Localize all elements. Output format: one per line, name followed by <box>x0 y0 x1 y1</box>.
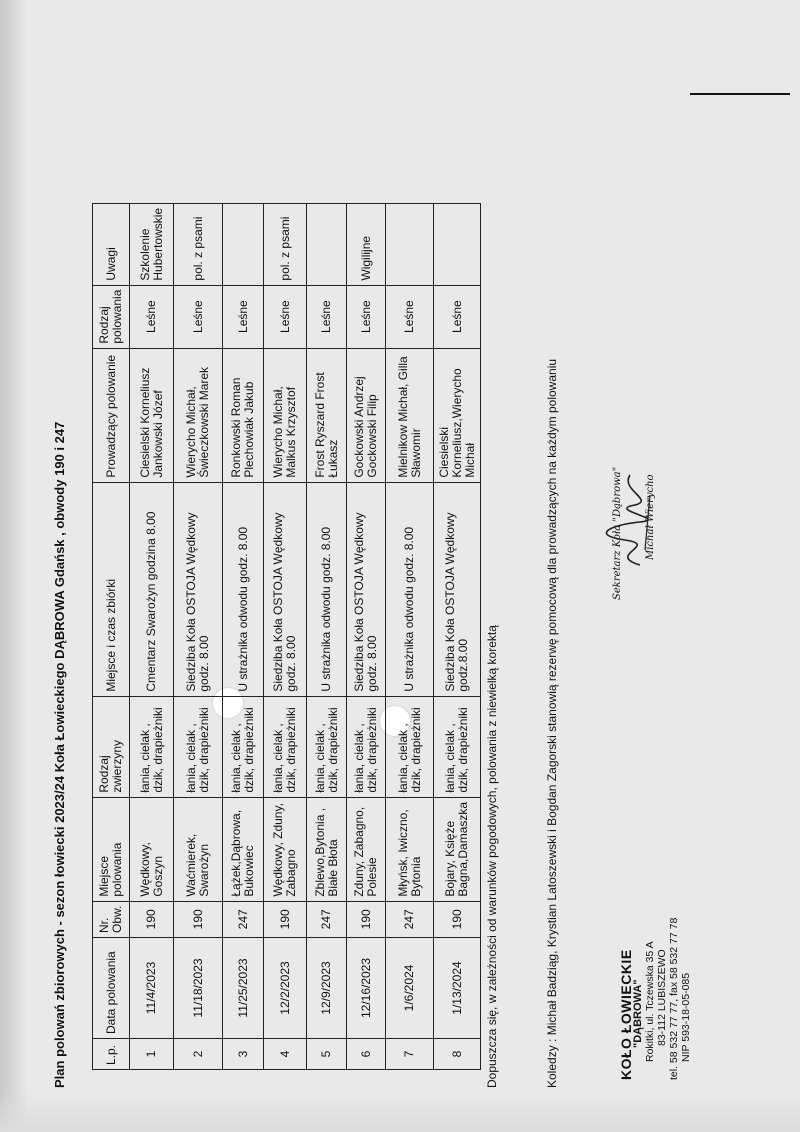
cell-notes <box>307 203 347 285</box>
table-row <box>174 203 223 1069</box>
reserve-note: Koledzy : Michał Badziąg, Krystian Latoszewski i Bogdan Zagorski stanowią rezerwę pomocową dla prowadzących na każdym polowaniu <box>545 358 559 1088</box>
cell-date: 11/25/2023 <box>223 938 264 1039</box>
cell-notes: Szkolenie Hubertowskie <box>130 203 174 285</box>
cell-place: Łążek,Dąbrowa, Bukowiec <box>223 797 264 901</box>
cell-place: Wędkowy, Goszyn <box>130 797 174 901</box>
cell-notes: pol. z psami <box>264 203 307 285</box>
cell-lp: 8 <box>434 1039 481 1070</box>
cell-place: Zduny, Zabagno, Polesie <box>347 797 386 901</box>
cell-lp: 7 <box>386 1039 434 1070</box>
cell-lp: 4 <box>264 1039 307 1070</box>
cell-kind: Leśne <box>264 285 307 348</box>
table-row <box>434 203 481 1069</box>
table-row <box>264 203 307 1069</box>
cell-lp: 2 <box>174 1039 223 1070</box>
stamp-sub: "DĄBROWA" <box>632 979 644 1048</box>
cell-animals: łania, cielak , dzik, drapieżniki <box>434 696 481 797</box>
cell-nr: 247 <box>307 901 347 937</box>
cell-leader: Ronkowski Roman Plechowiak Jakub <box>223 348 264 482</box>
cell-leader: Ciesielski Korneliusz Jankowski Józef <box>130 348 174 482</box>
cell-meeting: U strażnika odwodu godz. 8.00 <box>223 482 264 696</box>
header-notes: Uwagi <box>93 203 130 285</box>
page-fold-shadow <box>0 0 26 1132</box>
cell-animals: łania, cielak , dzik, drapieżniki <box>307 696 347 797</box>
cell-leader: Mielnikow Michał, Gilla Sławomir <box>386 348 434 482</box>
table-header-row <box>93 203 130 1069</box>
stamp-name: KOŁO ŁOWIECKIE <box>618 949 634 1080</box>
cell-lp: 3 <box>223 1039 264 1070</box>
stamp-postcode: 83-112 LUBISZEWO <box>656 949 668 1046</box>
stamp-address: Rokitki, ul. Tczewska 35 A <box>644 941 656 1062</box>
signature-name: Michał Wierycho <box>645 474 656 560</box>
cell-kind: Leśne <box>174 285 223 348</box>
table-row <box>347 203 386 1069</box>
cell-place: Wędkowy, Zduny, Zabagno <box>264 797 307 901</box>
cell-leader: Wierycho Michał, Świeczkowski Marek <box>174 348 223 482</box>
cell-leader: Gockowski Andrzej Gockowski Filip <box>347 348 386 482</box>
cell-meeting: Cmentarz Swarożyn godzina 8.00 <box>130 482 174 696</box>
cell-meeting: U strażnika odwodu godz. 8.00 <box>386 482 434 696</box>
cell-date: 12/2/2023 <box>264 938 307 1039</box>
cell-leader: Wierycho Michał, Malkus Krzysztof <box>264 348 307 482</box>
header-animals: Rodzaj zwierzyny <box>93 696 130 797</box>
table-row <box>307 203 347 1069</box>
cell-nr: 247 <box>386 901 434 937</box>
cell-meeting: Siedziba Koła OSTOJA Wędkowy godz. 8.00 <box>174 482 223 696</box>
cell-kind: Leśne <box>386 285 434 348</box>
secretary-signature <box>600 430 690 600</box>
cell-nr: 190 <box>434 901 481 937</box>
cell-nr: 190 <box>130 901 174 937</box>
cell-date: 11/18/2023 <box>174 938 223 1039</box>
cell-notes: Wigilijne <box>347 203 386 285</box>
table-row <box>130 203 174 1069</box>
cell-nr: 247 <box>223 901 264 937</box>
cell-nr: 190 <box>264 901 307 937</box>
cell-notes: pol. z psami <box>174 203 223 285</box>
table-row <box>223 203 264 1069</box>
cell-kind: Leśne <box>347 285 386 348</box>
cell-animals: łania, cielak , dzik, drapieżniki <box>223 696 264 797</box>
cell-kind: Leśne <box>130 285 174 348</box>
cell-animals: łania, cielak , dzik, drapieżniki <box>174 696 223 797</box>
cell-date: 11/4/2023 <box>130 938 174 1039</box>
cell-leader: Ciesielski Korneliusz,Wierycho Michał <box>434 348 481 482</box>
cell-meeting: Siedziba Koła OSTOJA Wędkowy godz. 8.00 <box>264 482 307 696</box>
cell-notes <box>223 203 264 285</box>
cell-animals: łania, cielak , dzik, drapieżniki <box>264 696 307 797</box>
cell-kind: Leśne <box>434 285 481 348</box>
cell-leader: Frost Ryszard Frost Łukasz <box>307 348 347 482</box>
cell-meeting: Siedziba Koła OSTOJA Wędkowy godz.8.00 <box>434 482 481 696</box>
signature-scribble <box>600 470 670 570</box>
cell-date: 1/6/2024 <box>386 938 434 1039</box>
header-place: Miejsce polowania <box>93 797 130 901</box>
cell-place: Waćmierek, Swarożyn <box>174 797 223 901</box>
header-lp: L.p. <box>93 1039 130 1070</box>
header-date: Data polowania <box>93 938 130 1039</box>
cell-animals: łania, cielak , dzik, drapieżniki <box>386 696 434 797</box>
rotated-document <box>30 35 770 1100</box>
header-kind: Rodzaj polowania <box>93 285 130 348</box>
cell-place: Bojary, Księże Bagna,Damaszka <box>434 797 481 901</box>
header-meeting: Miejsce i czas zbiórki <box>93 482 130 696</box>
header-leader: Prowadzący polowanie <box>93 348 130 482</box>
cell-date: 12/9/2023 <box>307 938 347 1039</box>
document-title: Plan polowań zbiorowych - sezon łowiecki 2023/24 Koła Łowieckiego DĄBROWA Gdańsk , obwody 190 i 247 <box>52 421 67 1088</box>
cell-date: 12/16/2023 <box>347 938 386 1039</box>
cell-kind: Leśne <box>307 285 347 348</box>
cell-place: Zblewo,Bytonia , Białe Błota <box>307 797 347 901</box>
stamp-phone: tel. 58 532 77 77, fax 58 532 77 78 <box>668 917 680 1080</box>
cell-lp: 5 <box>307 1039 347 1070</box>
cell-notes <box>386 203 434 285</box>
cell-notes <box>434 203 481 285</box>
hunt-plan-table <box>92 203 481 1070</box>
cell-kind: Leśne <box>223 285 264 348</box>
cell-lp: 1 <box>130 1039 174 1070</box>
cell-meeting: Siedziba Koła OSTOJA Wędkowy godz. 8.00 <box>347 482 386 696</box>
stamp-nip: NIP 593-18-05-085 <box>680 972 692 1062</box>
table-row <box>386 203 434 1069</box>
club-stamp <box>620 918 692 1080</box>
cell-lp: 6 <box>347 1039 386 1070</box>
cell-meeting: U strażnika odwodu godz. 8.00 <box>307 482 347 696</box>
cell-animals: łania, cielak , dzik, drapieżniki <box>130 696 174 797</box>
weather-note: Dopuszcza się, w zależności od warunków pogodowych, polowania z niewielką korektą <box>485 625 499 1088</box>
cell-animals: łania, cielak , dzik, drapieżniki <box>347 696 386 797</box>
header-nr: Nr. Obw. <box>93 901 130 937</box>
signature-title: Sekretarz Koła "Dąbrowa" <box>612 466 623 600</box>
cell-date: 1/13/2024 <box>434 938 481 1039</box>
cell-place: Młyńsk, Iwiczno, Bytonia <box>386 797 434 901</box>
cell-nr: 190 <box>347 901 386 937</box>
cell-nr: 190 <box>174 901 223 937</box>
